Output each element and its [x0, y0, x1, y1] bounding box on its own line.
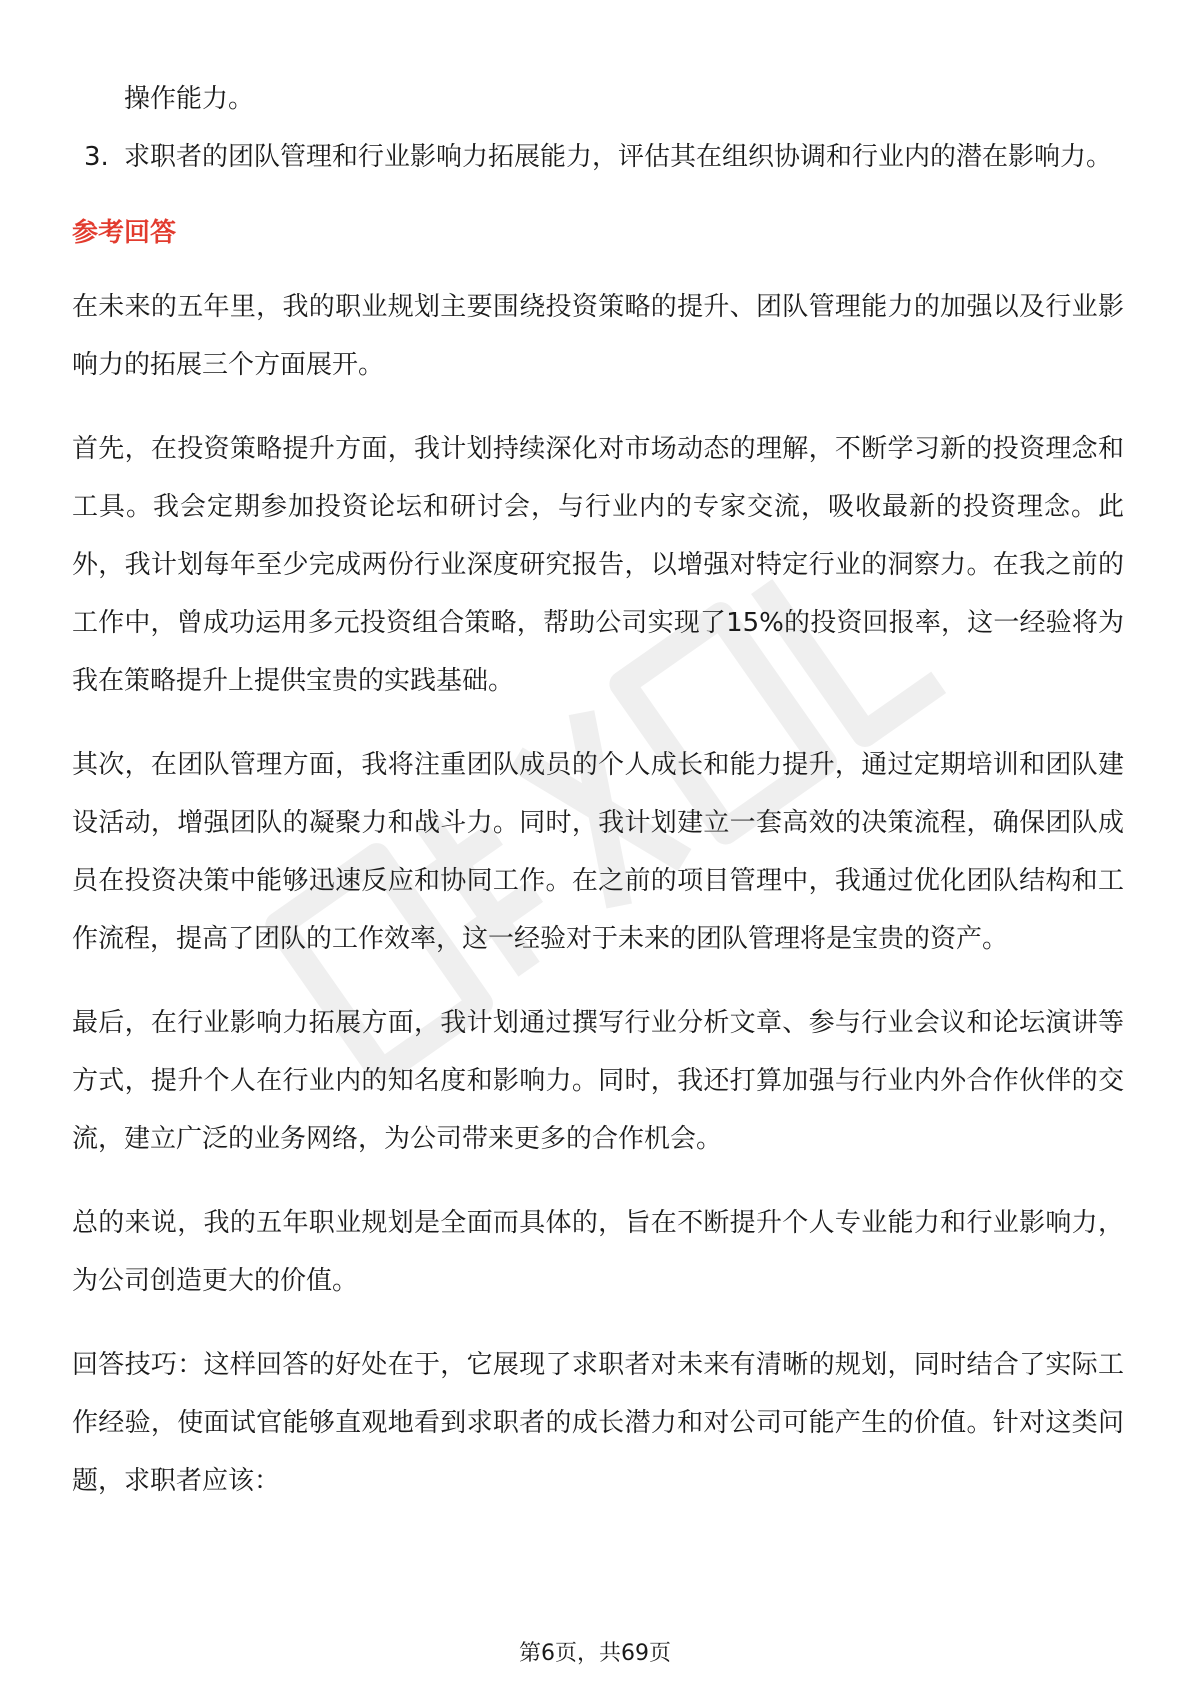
- list-item-3: [72, 128, 1124, 186]
- paragraph-answer-tips: 回答技巧：这样回答的好处在于，它展现了求职者对未来有清晰的规划，同时结合了实际工作经验，使面试官能够直观地看到求职者的成长潜力和对公司可能产生的价值。针对这类问题，求职者应该：: [72, 1350, 1124, 1496]
- section-heading: 参考回答: [72, 218, 177, 248]
- paragraph-industry-influence: 最后，在行业影响力拓展方面，我计划通过撰写行业分析文章、参与行业会议和论坛演讲等方式，提升个人在行业内的知名度和影响力。同时，我还打算加强与行业内外合作伙伴的交流，建立广泛的业务网络，为公司带来更多的合作机会。: [72, 1008, 1124, 1154]
- paragraph-investment-strategy: 首先，在投资策略提升方面，我计划持续深化对市场动态的理解，不断学习新的投资理念和工具。我会定期参加投资论坛和研讨会，与行业内的专家交流，吸收最新的投资理念。此外，我计划每年至少完成两份行业深度研究报告，以增强对特定行业的洞察力。在我之前的工作中，曾成功运用多元投资组合策略，帮助公司实现了15%的投资回报率，这一经验将为我在策略提升上提供宝贵的实践基础。: [72, 434, 1124, 696]
- paragraph-summary: 总的来说，我的五年职业规划是全面而具体的，旨在不断提升个人专业能力和行业影响力，为公司创造更大的价值。: [72, 1208, 1124, 1296]
- page-footer: 第6页，共69页: [519, 1641, 671, 1666]
- list-item-text: 求职者的团队管理和行业影响力拓展能力，评估其在组织协调和行业内的潜在影响力。: [124, 142, 1113, 172]
- document-body: [72, 70, 1124, 1536]
- list-item-number: 3.: [84, 142, 109, 172]
- list-item-continuation: 操作能力。: [124, 84, 255, 114]
- paragraph-team-management: 其次，在团队管理方面，我将注重团队成员的个人成长和能力提升，通过定期培训和团队建设活动，增强团队的凝聚力和战斗力。同时，我计划建立一套高效的决策流程，确保团队成员在投资决策中能够迅速反应和协同工作。在之前的项目管理中，我通过优化团队结构和工作流程，提高了团队的工作效率，这一经验对于未来的团队管理将是宝贵的资产。: [72, 750, 1124, 954]
- paragraph-intro: 在未来的五年里，我的职业规划主要围绕投资策略的提升、团队管理能力的加强以及行业影响力的拓展三个方面展开。: [72, 292, 1124, 380]
